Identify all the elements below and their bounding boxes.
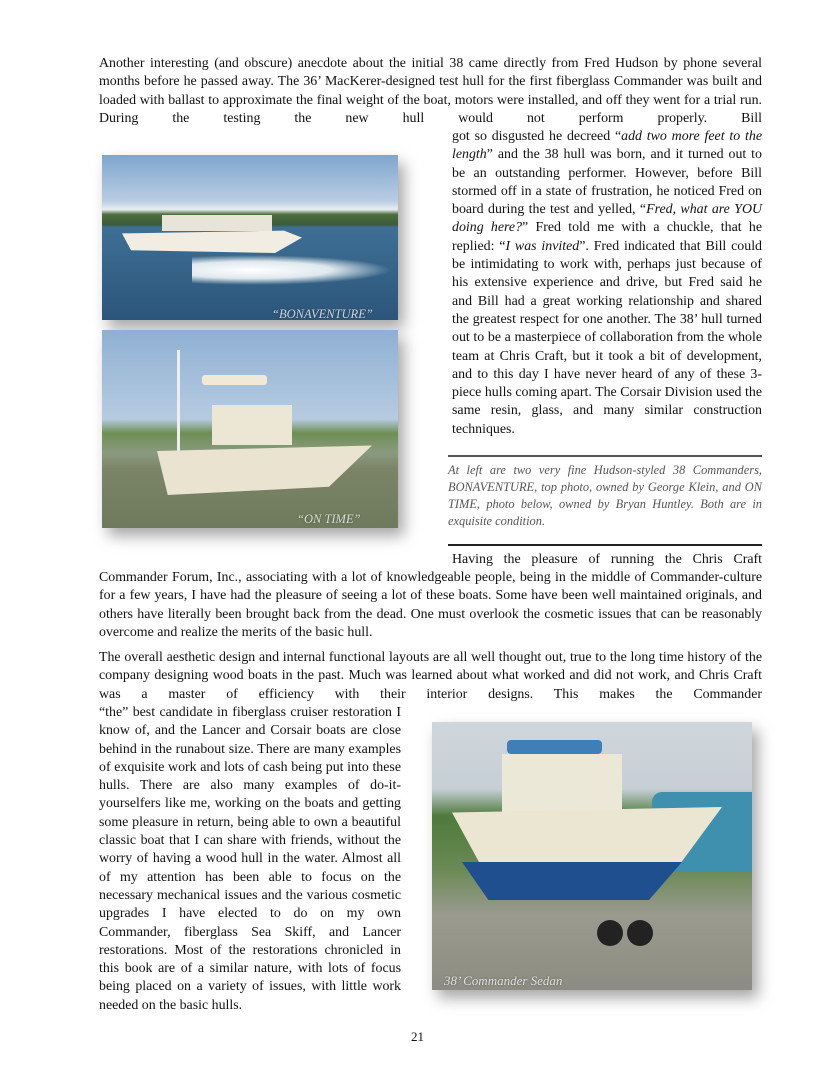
trailer-wheel-shape [627, 920, 653, 946]
quote-italic: add two more feet to the length [452, 129, 762, 163]
paragraph-forum-first-line: Having the pleasure of running the Chris Craft [452, 552, 762, 567]
boat-hull-shape [157, 440, 372, 495]
flybridge-shape [212, 405, 292, 445]
paragraph-intro-full: Another interesting (and obscure) anecdote about the initial 38 came directly from Fred Hudson by phone several months before he passed away. The 36’ MacKerer-designed test hull for the first fiberglass Commander was built and loaded with ballast to approximate the final weight of the boat, motors were installed, and off they went for a trial run. During the testing the new hull would not perform properly. Bill [99, 56, 762, 126]
paragraph-aesthetic-full: The overall aesthetic design and internal functional layouts are all well thought out, true to the long time history of the company designing wood boats in the past. Much was learned about what worked and did not work, and Chris Craft was a master of efficiency with their interior designs. This makes the Commander [99, 650, 762, 702]
blue-bottom-shape [462, 862, 682, 900]
boat-cabin-shape [162, 215, 272, 231]
bimini-top-shape [202, 375, 267, 385]
quote-italic: I was invited [505, 238, 580, 254]
text: ” and the 38 hull was born, and it turned out to be an outstanding performer. However, before Bill stormed off in a state of frustration, he noticed Fred on board during the test and yelled, “ [452, 147, 762, 218]
photo-caption-bonaventure: “BONAVENTURE” [272, 307, 373, 320]
paragraph-aesthetic-column: “the” best candidate in fiberglass cruiser restoration I know of, and the Lancer and Corsair boats are close behind in the runabout size. There are many examples of exquisite work and lots of cash being put into these hulls. There are also many examples of do-it-yourselfers like me, working on the boats and getting some pleasure in return, being able to own a beautiful classic boat that I can share with friends, without the worry of having a wood hull in the water. Almost all of my attention has been able to focus on the necessary mechanical issues and the various cosmetic upgrades I have elected to do on my own Commander, fiberglass Sea Skiff, and Lancer restorations. Most of the restorations chronicled in this book are of a similar nature, with lots of focus being placed on a variety of issues, with little work needed on the basic hulls. [99, 705, 401, 1013]
trailer-wheel-shape [597, 920, 623, 946]
photo-caption-box: At left are two very fine Hudson-styled 38 Commanders, BONAVENTURE, top photo, owned by George Klein, and ON TIME, photo below, owned by Bryan Huntley. Both are in exquisite condition. [448, 455, 762, 546]
boat-wake-shape [192, 255, 392, 285]
text: got so disgusted he decreed “ [452, 129, 622, 144]
photo-caption-on-time: “ON TIME” [297, 512, 361, 526]
photo-bonaventure [102, 155, 398, 320]
paragraph-forum: Commander Forum, Inc., associating with a lot of knowledgeable people, being in the middle of Commander-culture for a few years, I have had the pleasure of seeing a lot of these boats. Some have been well maintained originals, and others have literally been brought back from the dead. One must overlook the cosmetic issues that can be reasonably overcome and realize the merits of the basic hull. [99, 570, 762, 640]
cabin-shape [502, 754, 622, 814]
page-number: 21 [411, 1029, 424, 1044]
canvas-top-shape [507, 740, 602, 754]
mast-shape [177, 350, 180, 460]
paragraph-intro-column [452, 128, 762, 439]
quote-italic: Fred, what are YOU doing here? [452, 202, 763, 236]
text: ”. Fred indicated that Bill could be intimidating to work with, perhaps just because of his extensive experience and drive, but Fred said he and Bill had a great working relationship and shared the greatest respect for one another. The 38’ hull turned out to be a masterpiece of collaboration from the whole team at Chris Craft, but it took a bit of development, and to this day I have never heard of any of these 3-piece hulls coming apart. The Corsair Division used the same resin, glass, and many similar construction techniques. [452, 238, 762, 437]
text: ” Fred told me with a chuckle, that he replied: “ [452, 220, 762, 254]
photo-on-time [102, 330, 398, 528]
boat-hull-shape [452, 807, 722, 862]
photo-caption-commander-sedan: 38’ Commander Sedan [444, 973, 563, 988]
photo-commander-sedan [432, 722, 752, 990]
